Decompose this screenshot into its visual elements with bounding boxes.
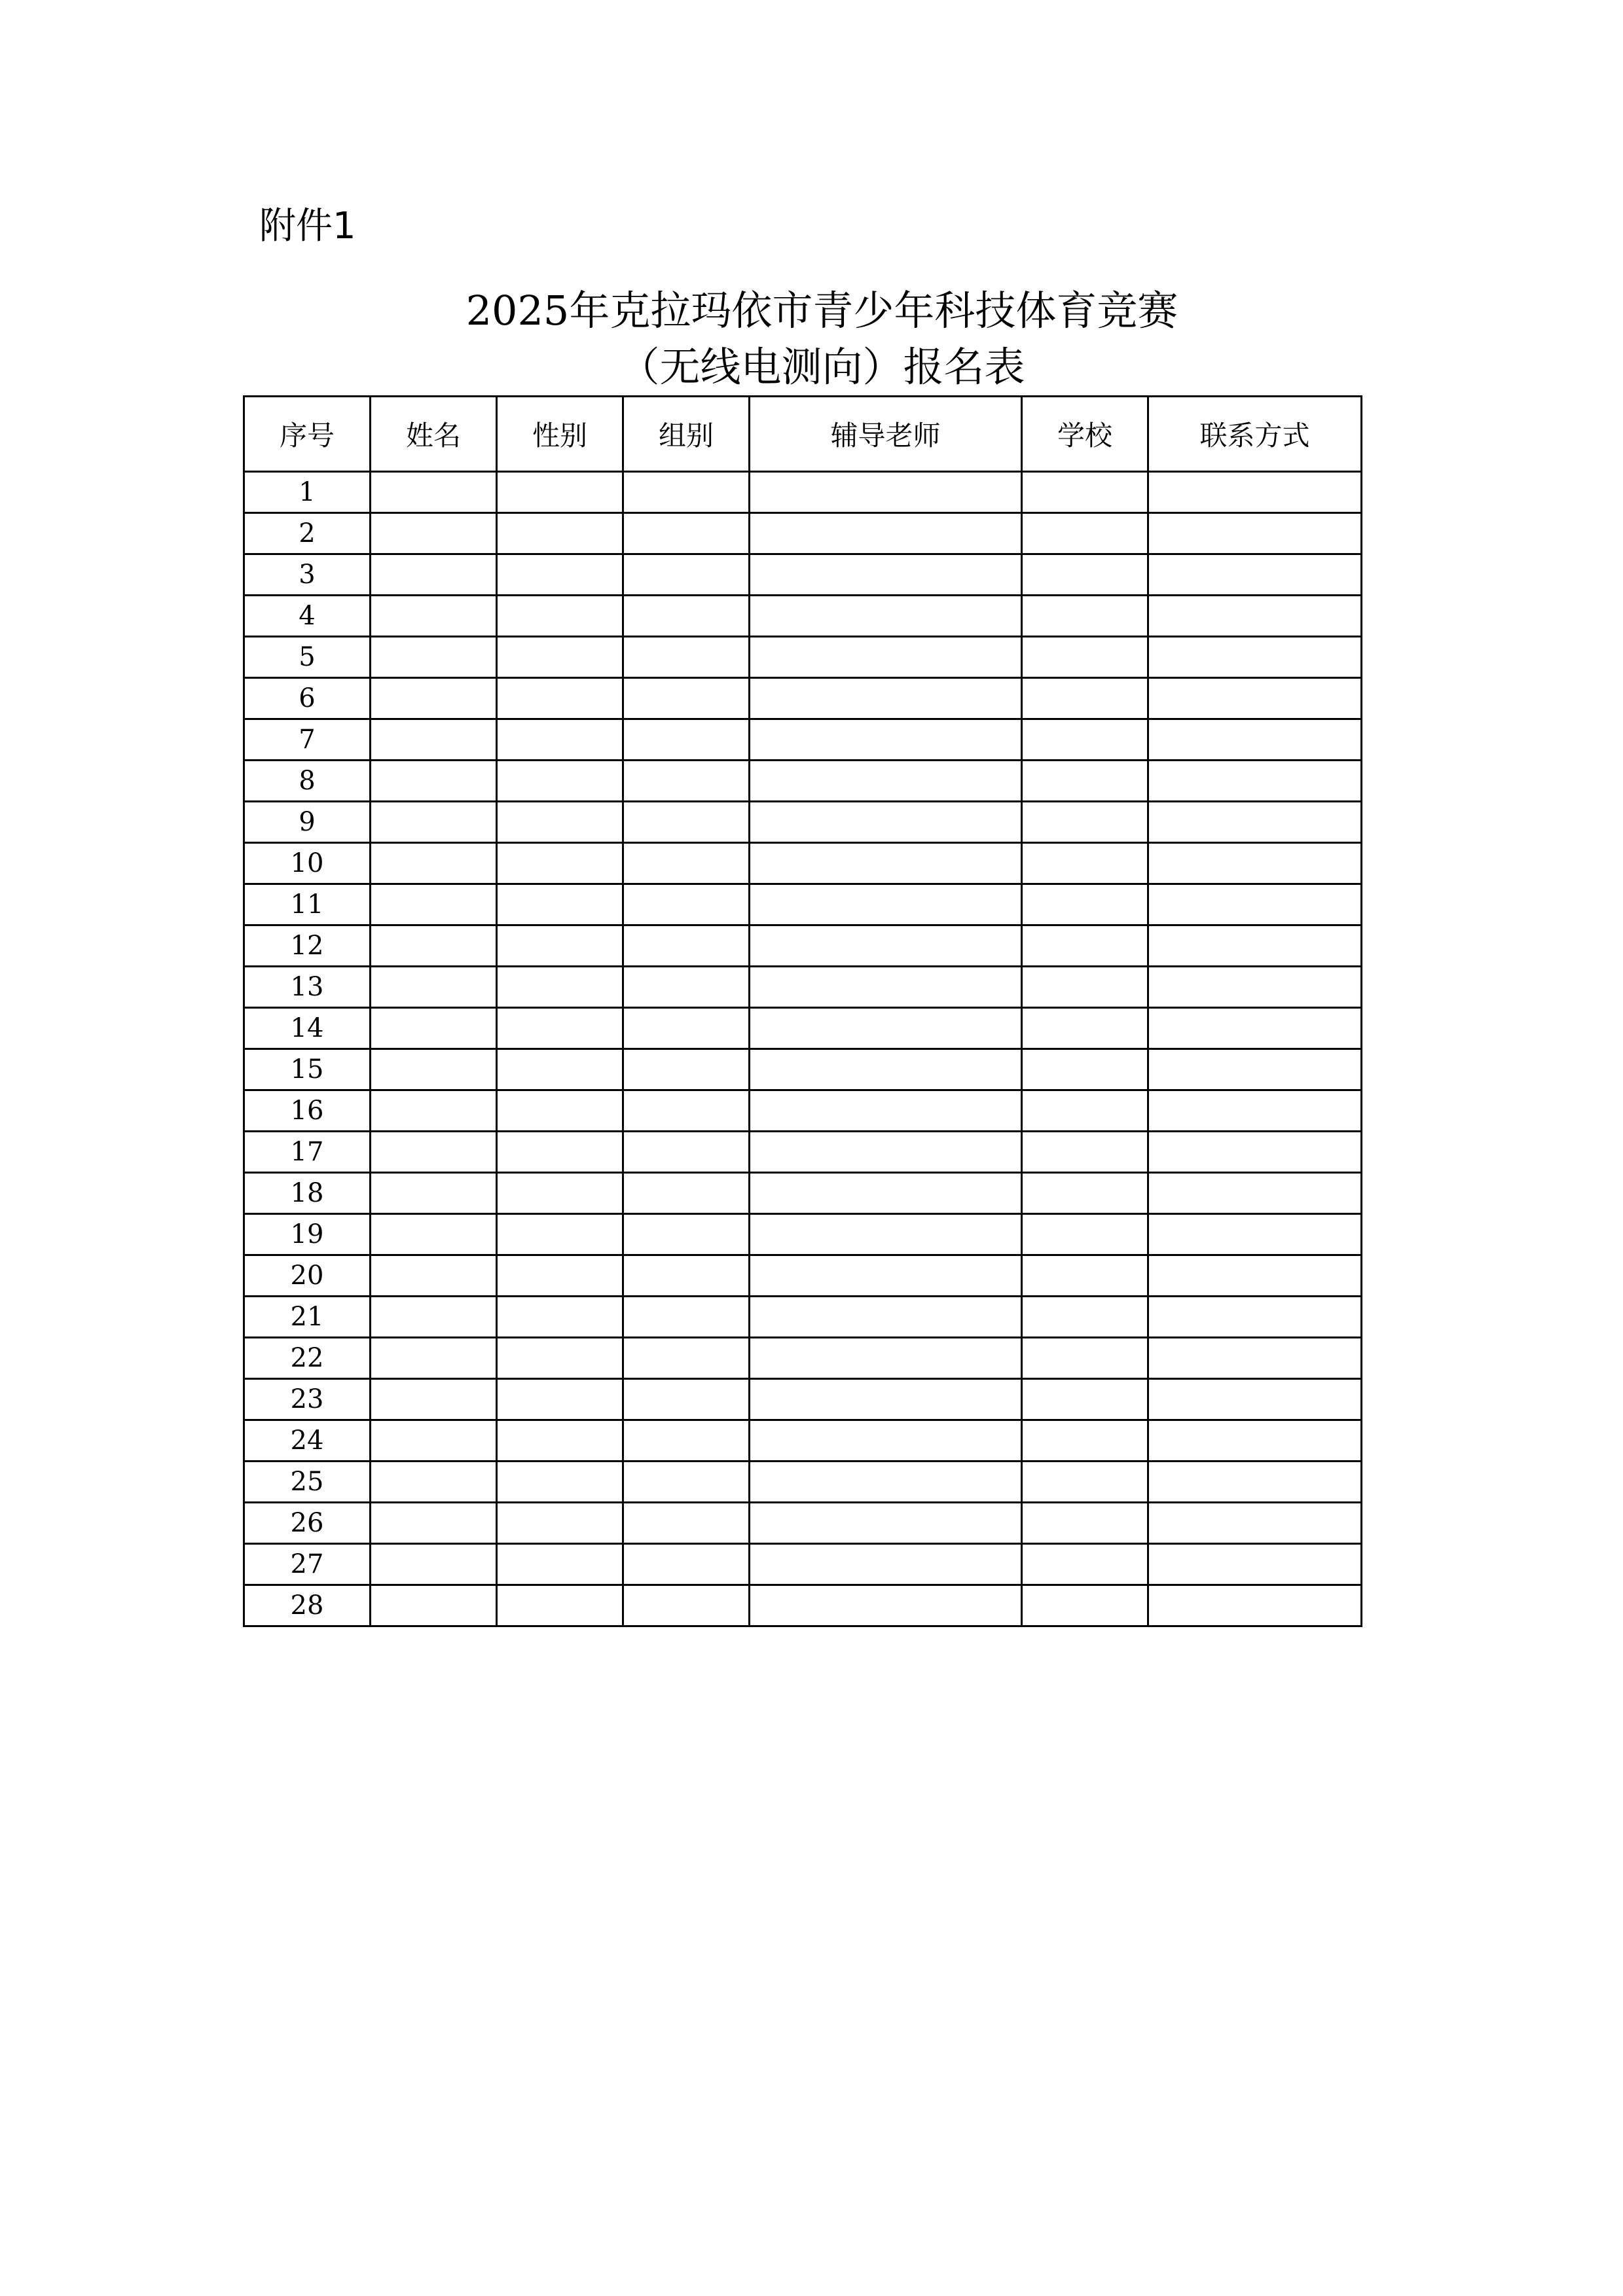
cell-gender[interactable] <box>497 843 623 884</box>
row-number: 22 <box>244 1338 371 1379</box>
row-number: 15 <box>244 1049 371 1090</box>
cell-contact[interactable] <box>1148 843 1362 884</box>
cell-name[interactable] <box>371 1338 497 1379</box>
row-number: 4 <box>244 596 371 637</box>
cell-gender[interactable] <box>497 1379 623 1420</box>
cell-coach[interactable] <box>750 884 1022 925</box>
cell-coach[interactable] <box>750 1297 1022 1338</box>
cell-name[interactable] <box>371 513 497 554</box>
cell-coach[interactable] <box>750 472 1022 513</box>
cell-gender[interactable] <box>497 1008 623 1049</box>
cell-school[interactable] <box>1022 1462 1148 1503</box>
row-number: 24 <box>244 1420 371 1462</box>
cell-group[interactable] <box>623 925 750 967</box>
row-number: 23 <box>244 1379 371 1420</box>
cell-contact[interactable] <box>1148 1379 1362 1420</box>
cell-coach[interactable] <box>750 1214 1022 1255</box>
cell-school[interactable] <box>1022 1008 1148 1049</box>
table-row <box>244 1338 1362 1379</box>
cell-group[interactable] <box>623 1297 750 1338</box>
row-number: 17 <box>244 1132 371 1173</box>
row-number: 8 <box>244 761 371 802</box>
cell-gender[interactable] <box>497 1297 623 1338</box>
row-number: 13 <box>244 967 371 1008</box>
table-row <box>244 1255 1362 1297</box>
cell-group[interactable] <box>623 472 750 513</box>
header-seq: 序号 <box>244 397 371 472</box>
cell-school[interactable] <box>1022 1585 1148 1626</box>
cell-school[interactable] <box>1022 719 1148 761</box>
cell-school[interactable] <box>1022 1544 1148 1585</box>
table-row <box>244 884 1362 925</box>
cell-contact[interactable] <box>1148 472 1362 513</box>
cell-group[interactable] <box>623 637 750 678</box>
row-number: 3 <box>244 554 371 596</box>
table-row <box>244 1544 1362 1585</box>
cell-name[interactable] <box>371 1049 497 1090</box>
cell-gender[interactable] <box>497 1132 623 1173</box>
cell-school[interactable] <box>1022 1297 1148 1338</box>
cell-coach[interactable] <box>750 596 1022 637</box>
cell-name[interactable] <box>371 843 497 884</box>
table-row <box>244 719 1362 761</box>
cell-coach[interactable] <box>750 1173 1022 1214</box>
cell-name[interactable] <box>371 967 497 1008</box>
cell-contact[interactable] <box>1148 1008 1362 1049</box>
row-number: 1 <box>244 472 371 513</box>
cell-name[interactable] <box>371 1462 497 1503</box>
row-number: 26 <box>244 1503 371 1544</box>
row-number: 9 <box>244 802 371 843</box>
header-group: 组别 <box>623 397 750 472</box>
cell-contact[interactable] <box>1148 1090 1362 1132</box>
cell-gender[interactable] <box>497 1420 623 1462</box>
cell-school[interactable] <box>1022 678 1148 719</box>
cell-group[interactable] <box>623 802 750 843</box>
cell-school[interactable] <box>1022 884 1148 925</box>
cell-group[interactable] <box>623 513 750 554</box>
cell-contact[interactable] <box>1148 513 1362 554</box>
cell-contact[interactable] <box>1148 1338 1362 1379</box>
cell-coach[interactable] <box>750 1585 1022 1626</box>
cell-group[interactable] <box>623 1379 750 1420</box>
cell-school[interactable] <box>1022 802 1148 843</box>
table-row <box>244 802 1362 843</box>
cell-gender[interactable] <box>497 1585 623 1626</box>
table-row <box>244 761 1362 802</box>
cell-name[interactable] <box>371 472 497 513</box>
cell-coach[interactable] <box>750 1544 1022 1585</box>
table-row <box>244 1132 1362 1173</box>
cell-group[interactable] <box>623 1462 750 1503</box>
table-row <box>244 1585 1362 1626</box>
attachment-label: 附件1 <box>259 205 356 247</box>
cell-coach[interactable] <box>750 967 1022 1008</box>
cell-name[interactable] <box>371 1379 497 1420</box>
cell-school[interactable] <box>1022 761 1148 802</box>
cell-contact[interactable] <box>1148 637 1362 678</box>
row-number: 19 <box>244 1214 371 1255</box>
cell-group[interactable] <box>623 1090 750 1132</box>
cell-gender[interactable] <box>497 554 623 596</box>
cell-school[interactable] <box>1022 554 1148 596</box>
cell-name[interactable] <box>371 1544 497 1585</box>
cell-gender[interactable] <box>497 596 623 637</box>
form-title-line-2: （无线电测向）报名表 <box>619 343 1025 391</box>
row-number: 7 <box>244 719 371 761</box>
cell-contact[interactable] <box>1148 1462 1362 1503</box>
cell-gender[interactable] <box>497 884 623 925</box>
cell-group[interactable] <box>623 1544 750 1585</box>
cell-group[interactable] <box>623 1503 750 1544</box>
header-school: 学校 <box>1022 397 1148 472</box>
cell-contact[interactable] <box>1148 884 1362 925</box>
cell-group[interactable] <box>623 1214 750 1255</box>
cell-group[interactable] <box>623 719 750 761</box>
table-row <box>244 596 1362 637</box>
table-row <box>244 1379 1362 1420</box>
cell-name[interactable] <box>371 1420 497 1462</box>
cell-school[interactable] <box>1022 1338 1148 1379</box>
cell-group[interactable] <box>623 843 750 884</box>
cell-school[interactable] <box>1022 513 1148 554</box>
cell-coach[interactable] <box>750 1132 1022 1173</box>
cell-contact[interactable] <box>1148 1585 1362 1626</box>
table-body <box>244 472 1362 1626</box>
cell-group[interactable] <box>623 967 750 1008</box>
cell-coach[interactable] <box>750 1503 1022 1544</box>
cell-school[interactable] <box>1022 967 1148 1008</box>
cell-group[interactable] <box>623 1420 750 1462</box>
cell-contact[interactable] <box>1148 1173 1362 1214</box>
header-coach: 辅导老师 <box>750 397 1022 472</box>
cell-gender[interactable] <box>497 1214 623 1255</box>
cell-coach[interactable] <box>750 802 1022 843</box>
table-row <box>244 1214 1362 1255</box>
cell-school[interactable] <box>1022 596 1148 637</box>
cell-group[interactable] <box>623 761 750 802</box>
cell-coach[interactable] <box>750 1090 1022 1132</box>
cell-name[interactable] <box>371 1585 497 1626</box>
cell-school[interactable] <box>1022 925 1148 967</box>
cell-name[interactable] <box>371 554 497 596</box>
cell-school[interactable] <box>1022 1049 1148 1090</box>
table-row <box>244 1420 1362 1462</box>
table-row <box>244 472 1362 513</box>
table-row <box>244 554 1362 596</box>
header-gender: 性别 <box>497 397 623 472</box>
cell-coach[interactable] <box>750 1462 1022 1503</box>
table-row <box>244 678 1362 719</box>
registration-table <box>243 395 1362 1627</box>
cell-coach[interactable] <box>750 678 1022 719</box>
cell-gender[interactable] <box>497 1503 623 1544</box>
cell-gender[interactable] <box>497 925 623 967</box>
cell-coach[interactable] <box>750 925 1022 967</box>
cell-contact[interactable] <box>1148 719 1362 761</box>
cell-contact[interactable] <box>1148 1297 1362 1338</box>
cell-gender[interactable] <box>497 1255 623 1297</box>
cell-name[interactable] <box>371 1173 497 1214</box>
cell-group[interactable] <box>623 554 750 596</box>
table-row <box>244 1462 1362 1503</box>
cell-coach[interactable] <box>750 761 1022 802</box>
cell-contact[interactable] <box>1148 925 1362 967</box>
cell-contact[interactable] <box>1148 761 1362 802</box>
row-number: 16 <box>244 1090 371 1132</box>
cell-school[interactable] <box>1022 843 1148 884</box>
cell-name[interactable] <box>371 1090 497 1132</box>
row-number: 2 <box>244 513 371 554</box>
cell-gender[interactable] <box>497 1049 623 1090</box>
cell-coach[interactable] <box>750 843 1022 884</box>
table-row <box>244 637 1362 678</box>
cell-group[interactable] <box>623 1585 750 1626</box>
cell-gender[interactable] <box>497 1173 623 1214</box>
cell-group[interactable] <box>623 884 750 925</box>
cell-contact[interactable] <box>1148 802 1362 843</box>
cell-group[interactable] <box>623 596 750 637</box>
cell-name[interactable] <box>371 637 497 678</box>
table-row <box>244 1503 1362 1544</box>
cell-gender[interactable] <box>497 1090 623 1132</box>
cell-coach[interactable] <box>750 513 1022 554</box>
table-row <box>244 967 1362 1008</box>
cell-school[interactable] <box>1022 1132 1148 1173</box>
cell-name[interactable] <box>371 761 497 802</box>
cell-name[interactable] <box>371 1503 497 1544</box>
cell-coach[interactable] <box>750 1379 1022 1420</box>
cell-name[interactable] <box>371 884 497 925</box>
cell-school[interactable] <box>1022 1090 1148 1132</box>
cell-coach[interactable] <box>750 719 1022 761</box>
cell-gender[interactable] <box>497 1544 623 1585</box>
cell-group[interactable] <box>623 1008 750 1049</box>
cell-name[interactable] <box>371 1214 497 1255</box>
row-number: 20 <box>244 1255 371 1297</box>
row-number: 18 <box>244 1173 371 1214</box>
cell-coach[interactable] <box>750 554 1022 596</box>
row-number: 28 <box>244 1585 371 1626</box>
table-row <box>244 843 1362 884</box>
cell-contact[interactable] <box>1148 1049 1362 1090</box>
cell-school[interactable] <box>1022 472 1148 513</box>
table-row <box>244 1008 1362 1049</box>
cell-contact[interactable] <box>1148 596 1362 637</box>
cell-group[interactable] <box>623 678 750 719</box>
cell-name[interactable] <box>371 802 497 843</box>
cell-school[interactable] <box>1022 1503 1148 1544</box>
cell-group[interactable] <box>623 1173 750 1214</box>
header-name: 姓名 <box>371 397 497 472</box>
table-row <box>244 925 1362 967</box>
cell-name[interactable] <box>371 596 497 637</box>
cell-contact[interactable] <box>1148 1132 1362 1173</box>
cell-gender[interactable] <box>497 967 623 1008</box>
cell-group[interactable] <box>623 1132 750 1173</box>
cell-contact[interactable] <box>1148 1214 1362 1255</box>
cell-name[interactable] <box>371 925 497 967</box>
cell-name[interactable] <box>371 1255 497 1297</box>
row-number: 27 <box>244 1544 371 1585</box>
row-number: 10 <box>244 843 371 884</box>
cell-school[interactable] <box>1022 637 1148 678</box>
row-number: 25 <box>244 1462 371 1503</box>
cell-school[interactable] <box>1022 1173 1148 1214</box>
table-row <box>244 1090 1362 1132</box>
cell-gender[interactable] <box>497 802 623 843</box>
row-number: 12 <box>244 925 371 967</box>
table-row <box>244 1049 1362 1090</box>
cell-coach[interactable] <box>750 637 1022 678</box>
cell-coach[interactable] <box>750 1008 1022 1049</box>
cell-gender[interactable] <box>497 761 623 802</box>
cell-coach[interactable] <box>750 1049 1022 1090</box>
cell-name[interactable] <box>371 1297 497 1338</box>
row-number: 11 <box>244 884 371 925</box>
cell-name[interactable] <box>371 1008 497 1049</box>
cell-name[interactable] <box>371 1132 497 1173</box>
cell-coach[interactable] <box>750 1255 1022 1297</box>
cell-coach[interactable] <box>750 1338 1022 1379</box>
cell-contact[interactable] <box>1148 1544 1362 1585</box>
cell-contact[interactable] <box>1148 1420 1362 1462</box>
cell-coach[interactable] <box>750 1420 1022 1462</box>
row-number: 5 <box>244 637 371 678</box>
cell-contact[interactable] <box>1148 1255 1362 1297</box>
cell-name[interactable] <box>371 678 497 719</box>
cell-gender[interactable] <box>497 472 623 513</box>
cell-contact[interactable] <box>1148 678 1362 719</box>
cell-gender[interactable] <box>497 513 623 554</box>
header-row <box>244 397 1362 472</box>
cell-gender[interactable] <box>497 1338 623 1379</box>
cell-school[interactable] <box>1022 1214 1148 1255</box>
cell-contact[interactable] <box>1148 1503 1362 1544</box>
cell-gender[interactable] <box>497 637 623 678</box>
table-row <box>244 1173 1362 1214</box>
cell-school[interactable] <box>1022 1420 1148 1462</box>
cell-group[interactable] <box>623 1255 750 1297</box>
row-number: 21 <box>244 1297 371 1338</box>
cell-contact[interactable] <box>1148 554 1362 596</box>
table-row <box>244 513 1362 554</box>
cell-group[interactable] <box>623 1338 750 1379</box>
cell-contact[interactable] <box>1148 967 1362 1008</box>
form-title-line-1: 2025年克拉玛依市青少年科技体育竞赛 <box>465 287 1178 334</box>
table-row <box>244 1297 1362 1338</box>
cell-name[interactable] <box>371 719 497 761</box>
header-contact: 联系方式 <box>1148 397 1362 472</box>
cell-gender[interactable] <box>497 678 623 719</box>
cell-group[interactable] <box>623 1049 750 1090</box>
cell-gender[interactable] <box>497 719 623 761</box>
row-number: 14 <box>244 1008 371 1049</box>
cell-school[interactable] <box>1022 1379 1148 1420</box>
row-number: 6 <box>244 678 371 719</box>
cell-gender[interactable] <box>497 1462 623 1503</box>
cell-school[interactable] <box>1022 1255 1148 1297</box>
